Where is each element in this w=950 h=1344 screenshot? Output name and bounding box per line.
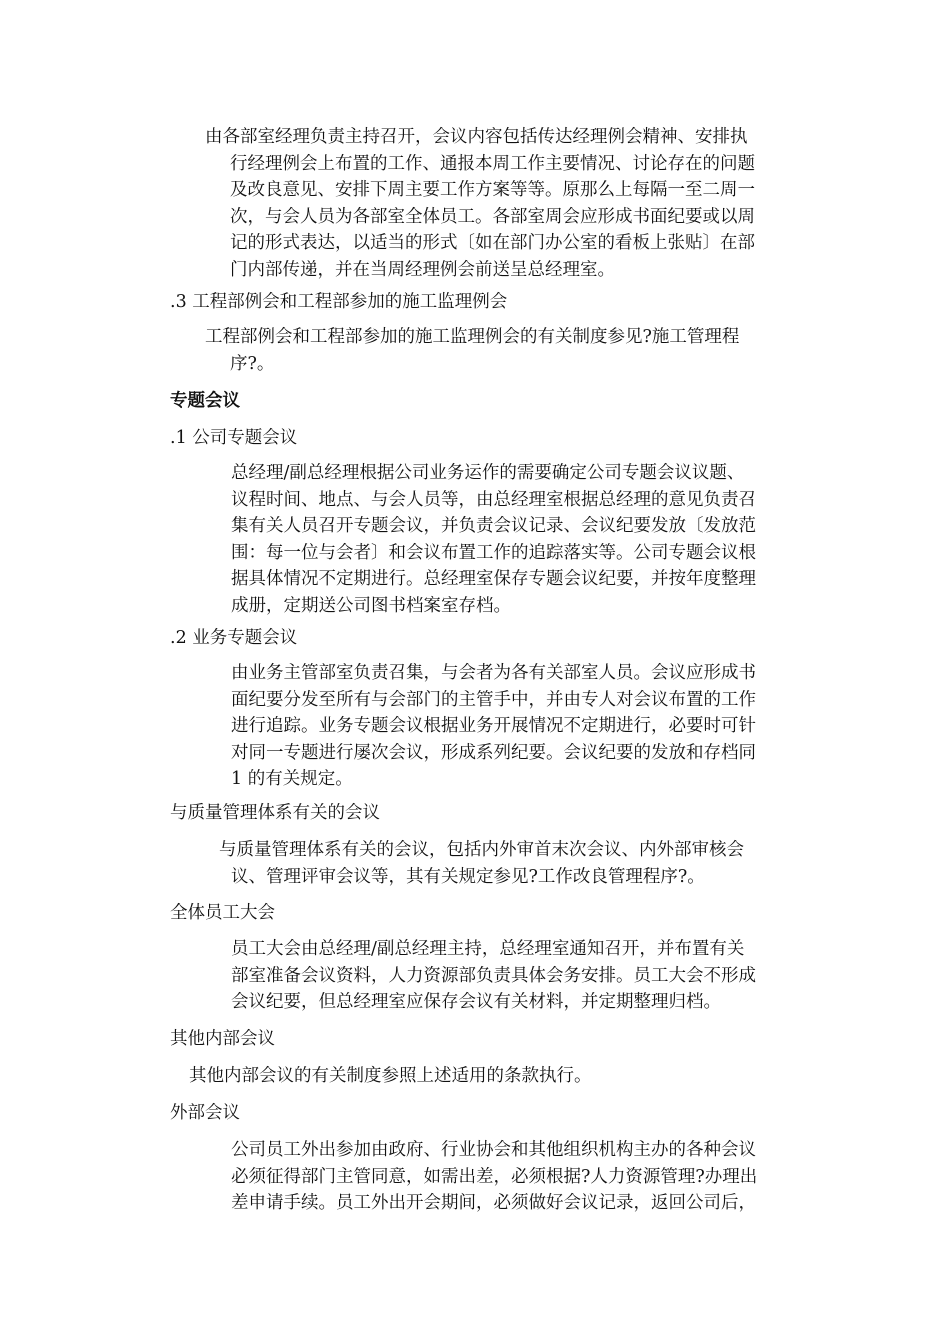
text-line: 次，与会人员为各部室全体员工。各部室周会应形成书面纪要或以周 — [230, 206, 755, 227]
paragraph-other-internal-meetings — [189, 1063, 592, 1090]
section-heading-other-internal-meetings: 其他内部会议 — [170, 1029, 275, 1049]
text-line: 部室准备会议资料，人力资源部负责具体会务安排。员工大会不形成 — [231, 965, 756, 986]
text-line: 员工大会由总经理/副总经理主持，总经理室通知召开，并布置有关 — [231, 939, 745, 959]
text-line: 议程时间、地点、与会人员等，由总经理室根据总经理的意见负责召 — [231, 489, 756, 510]
text-line: 必须征得部门主管同意，如需出差，必须根据?人力资源管理?办理出 — [231, 1166, 758, 1187]
text-line: 1 的有关规定。 — [231, 769, 353, 789]
text-line: 总经理/副总经理根据公司业务运作的需要确定公司专题会议议题、 — [231, 463, 745, 483]
paragraph-all-staff-meeting — [231, 936, 756, 1016]
text-line: 及改良意见、安排下周主要工作方案等等。原那么上每隔一至二周一 — [230, 180, 755, 200]
text-line: 围：每一位与会者〕和会议布置工作的追踪落实等。公司专题会议根 — [231, 542, 756, 563]
paragraph-engineering-meeting — [205, 324, 739, 377]
section-heading-special-meetings: 专题会议 — [170, 391, 240, 411]
text-line: 由各部室经理负责主持召开，会议内容包括传达经理例会精神、安排执 — [205, 127, 748, 147]
text-line: 集有关人员召开专题会议，并负责会议记录、会议纪要发放〔发放范 — [231, 516, 756, 536]
section-heading-engineering-meeting: .3 工程部例会和工程部参加的施工监理例会 — [170, 292, 508, 312]
text-line: 进行追踪。业务专题会议根据业务开展情况不定期进行，必要时可针 — [231, 716, 756, 736]
paragraph-dept-weekly-meeting — [205, 124, 755, 283]
paragraph-company-special-meeting — [231, 460, 756, 619]
text-line: 序?。 — [230, 353, 275, 374]
section-heading-quality-meetings: 与质量管理体系有关的会议 — [170, 803, 380, 823]
text-line: 差申请手续。员工外出开会期间，必须做好会议记录，返回公司后， — [231, 1193, 756, 1213]
paragraph-external-meetings — [231, 1137, 757, 1217]
section-heading-external-meetings: 外部会议 — [170, 1103, 240, 1123]
section-heading-all-staff-meeting: 全体员工大会 — [170, 903, 275, 923]
text-line: 记的形式表达，以适当的形式〔如在部门办公室的看板上张贴〕在部 — [230, 233, 755, 253]
text-line: 面纪要分发至所有与会部门的主管手中，并由专人对会议布置的工作 — [231, 689, 756, 710]
text-line: 工程部例会和工程部参加的施工监理例会的有关制度参见?施工管理程 — [205, 327, 740, 347]
text-line: 其他内部会议的有关制度参照上述适用的条款执行。 — [189, 1066, 592, 1086]
paragraph-quality-meetings — [219, 837, 744, 890]
text-line: 议、管理评审会议等，其有关规定参见?工作改良管理程序?。 — [231, 866, 705, 887]
section-heading-business-special-meeting: .2 业务专题会议 — [170, 628, 298, 648]
text-line: 对同一专题进行屡次会议，形成系列纪要。会议纪要的发放和存档同 — [231, 742, 756, 763]
text-line: 会议纪要，但总经理室应保存会议有关材料，并定期整理归档。 — [231, 992, 721, 1012]
text-line: 门内部传递，并在当周经理例会前送呈总经理室。 — [230, 259, 615, 280]
text-line: 据具体情况不定期进行。总经理室保存专题会议纪要，并按年度整理 — [231, 569, 756, 589]
text-line: 行经理例会上布置的工作、通报本周工作主要情况、讨论存在的问题 — [230, 153, 755, 174]
text-line: 成册，定期送公司图书档案室存档。 — [231, 595, 511, 616]
text-line: 与质量管理体系有关的会议，包括内外审首末次会议、内外部审核会 — [219, 840, 744, 860]
text-line: 公司员工外出参加由政府、行业协会和其他组织机构主办的各种会议 — [231, 1140, 756, 1160]
section-heading-company-special-meeting: .1 公司专题会议 — [170, 428, 298, 448]
text-line: 由业务主管部室负责召集，与会者为各有关部室人员。会议应形成书 — [231, 663, 756, 683]
paragraph-business-special-meeting — [231, 660, 756, 793]
